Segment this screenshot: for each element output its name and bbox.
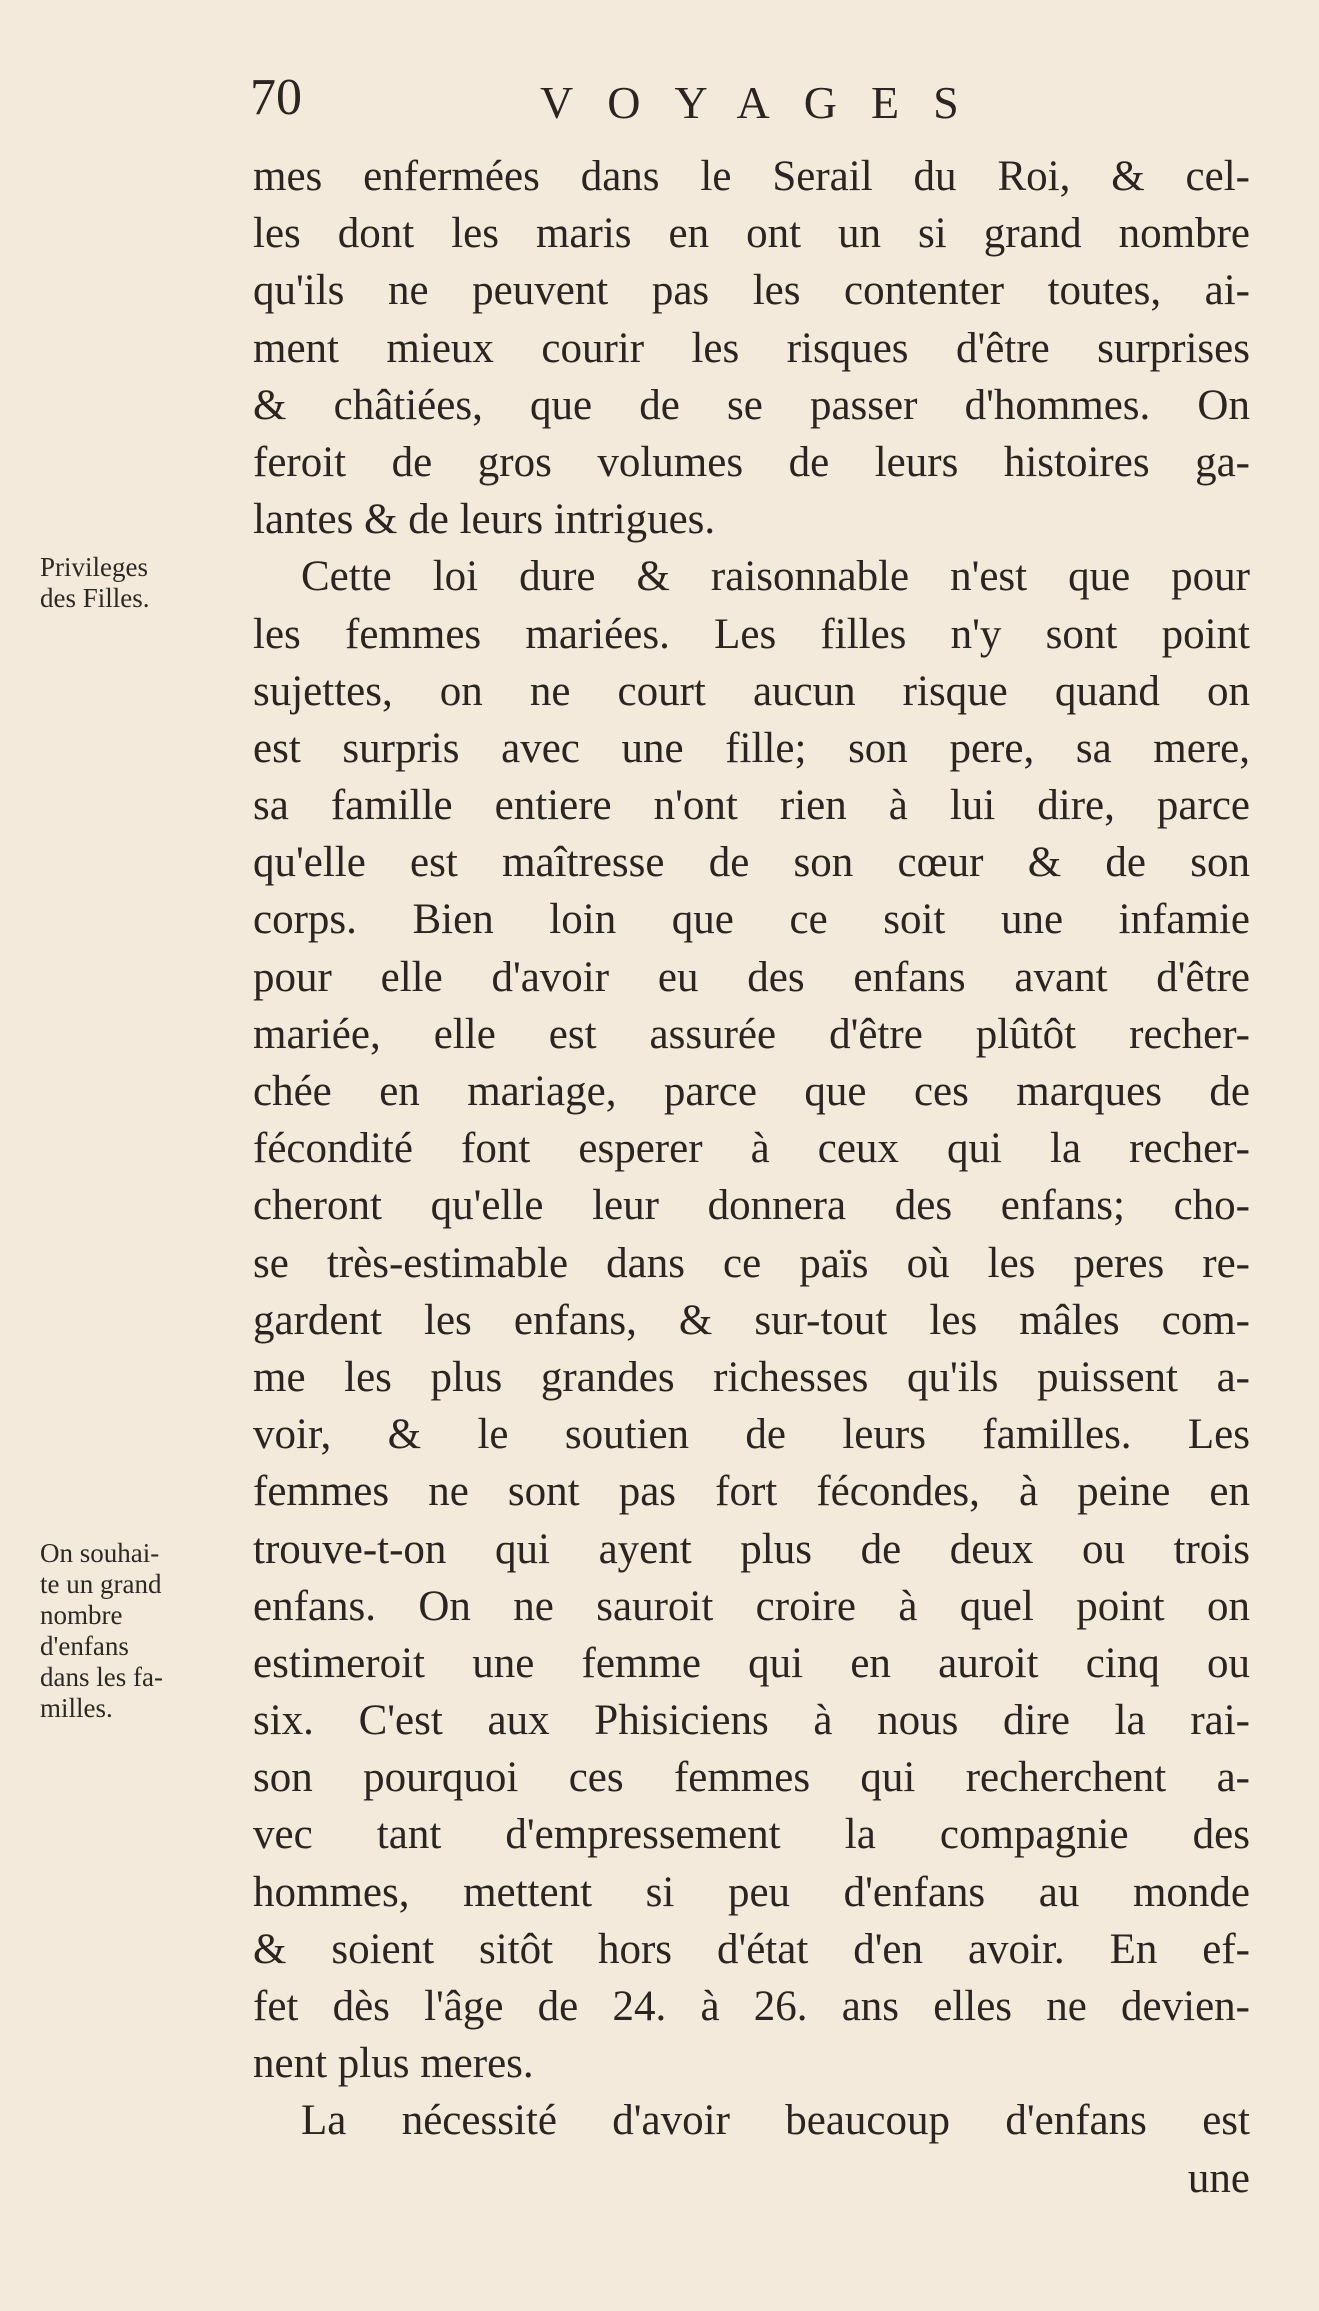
text-line: trouve-t-on qui ayent plus de deux ou trois: [253, 1525, 1250, 1573]
text-line: fécondité font esperer à ceux qui la recher-: [253, 1125, 1250, 1173]
text-line: mariée, elle est assurée d'être plûtôt recher-: [253, 1010, 1250, 1058]
text-line: & châtiées, que de se passer d'hommes. On: [253, 381, 1250, 429]
text-line: les dont les maris en ont un si grand nombre: [253, 210, 1250, 258]
text-line: feroit de gros volumes de leurs histoires ga-: [253, 438, 1250, 486]
margin-note-line: d'enfans: [40, 1631, 129, 1661]
text-line: fet dès l'âge de 24. à 26. ans elles ne devien-: [253, 1983, 1250, 2030]
text-line: voir, & le soutien de leurs familles. Les: [253, 1411, 1250, 1459]
margin-note-line: nombre: [40, 1600, 123, 1630]
text-line: La nécessité d'avoir beaucoup d'enfans est: [301, 2097, 1250, 2145]
margin-note-line: On souhai-: [40, 1538, 160, 1568]
margin-note-line: dans les fa-: [40, 1662, 163, 1692]
text-line: mes enfermées dans le Serail du Roi, & cel-: [253, 153, 1250, 200]
text-line: estimeroit une femme qui en auroit cinq ou: [253, 1639, 1250, 1687]
text-line: enfans. On ne sauroit croire à quel point on: [253, 1582, 1250, 1630]
margin-note-line: milles.: [40, 1693, 113, 1723]
text-line: est surpris avec une fille; son pere, sa mere,: [253, 724, 1250, 772]
text-line: & soient sitôt hors d'état d'en avoir. En ef-: [253, 1925, 1250, 1973]
margin-note-privileges: [40, 552, 150, 614]
margin-note-enfans: [40, 1538, 163, 1724]
running-head: VOYAGES: [540, 77, 993, 128]
body-text: [253, 148, 1250, 2207]
catchword: une: [1187, 2154, 1250, 2202]
text-line: six. C'est aux Phisiciens à nous dire la rai-: [253, 1697, 1250, 1745]
text-line: nent plus meres.: [253, 2040, 534, 2088]
margin-note-line: te un grand: [40, 1569, 162, 1599]
margin-note-line: Privileges: [40, 552, 148, 582]
text-line: cheront qu'elle leur donnera des enfans; cho-: [253, 1182, 1250, 1230]
text-line: ment mieux courir les risques d'être surprises: [253, 324, 1250, 372]
page-header: [250, 68, 1080, 138]
page-number: 70: [250, 69, 302, 126]
text-line: se très-estimable dans ce païs où les peres re-: [253, 1239, 1250, 1287]
text-line: sujettes, on ne court aucun risque quand on: [253, 667, 1250, 715]
text-line: femmes ne sont pas fort fécondes, à peine en: [253, 1468, 1250, 1516]
text-line: lantes & de leurs intrigues.: [253, 496, 716, 544]
text-line: gardent les enfans, & sur-tout les mâles com-: [253, 1296, 1250, 1344]
text-line: vec tant d'empressement la compagnie des: [253, 1811, 1250, 1859]
text-line: chée en mariage, parce que ces marques de: [253, 1068, 1250, 1115]
text-line: sa famille entiere n'ont rien à lui dire, parce: [253, 782, 1250, 830]
text-line: son pourquoi ces femmes qui recherchent a-: [253, 1754, 1250, 1802]
text-line: qu'ils ne peuvent pas les contenter toutes, ai-: [253, 267, 1250, 315]
text-line: corps. Bien loin que ce soit une infamie: [253, 896, 1250, 944]
margin-note-line: des Filles.: [40, 583, 150, 613]
text-line: les femmes mariées. Les filles n'y sont point: [253, 610, 1250, 658]
text-line: me les plus grandes richesses qu'ils puissent a-: [253, 1353, 1250, 1401]
text-line: pour elle d'avoir eu des enfans avant d'être: [253, 953, 1250, 1001]
text-line: qu'elle est maîtresse de son cœur & de son: [253, 839, 1250, 887]
text-line: hommes, mettent si peu d'enfans au monde: [253, 1868, 1250, 1916]
text-line: Cette loi dure & raisonnable n'est que pour: [301, 553, 1250, 601]
